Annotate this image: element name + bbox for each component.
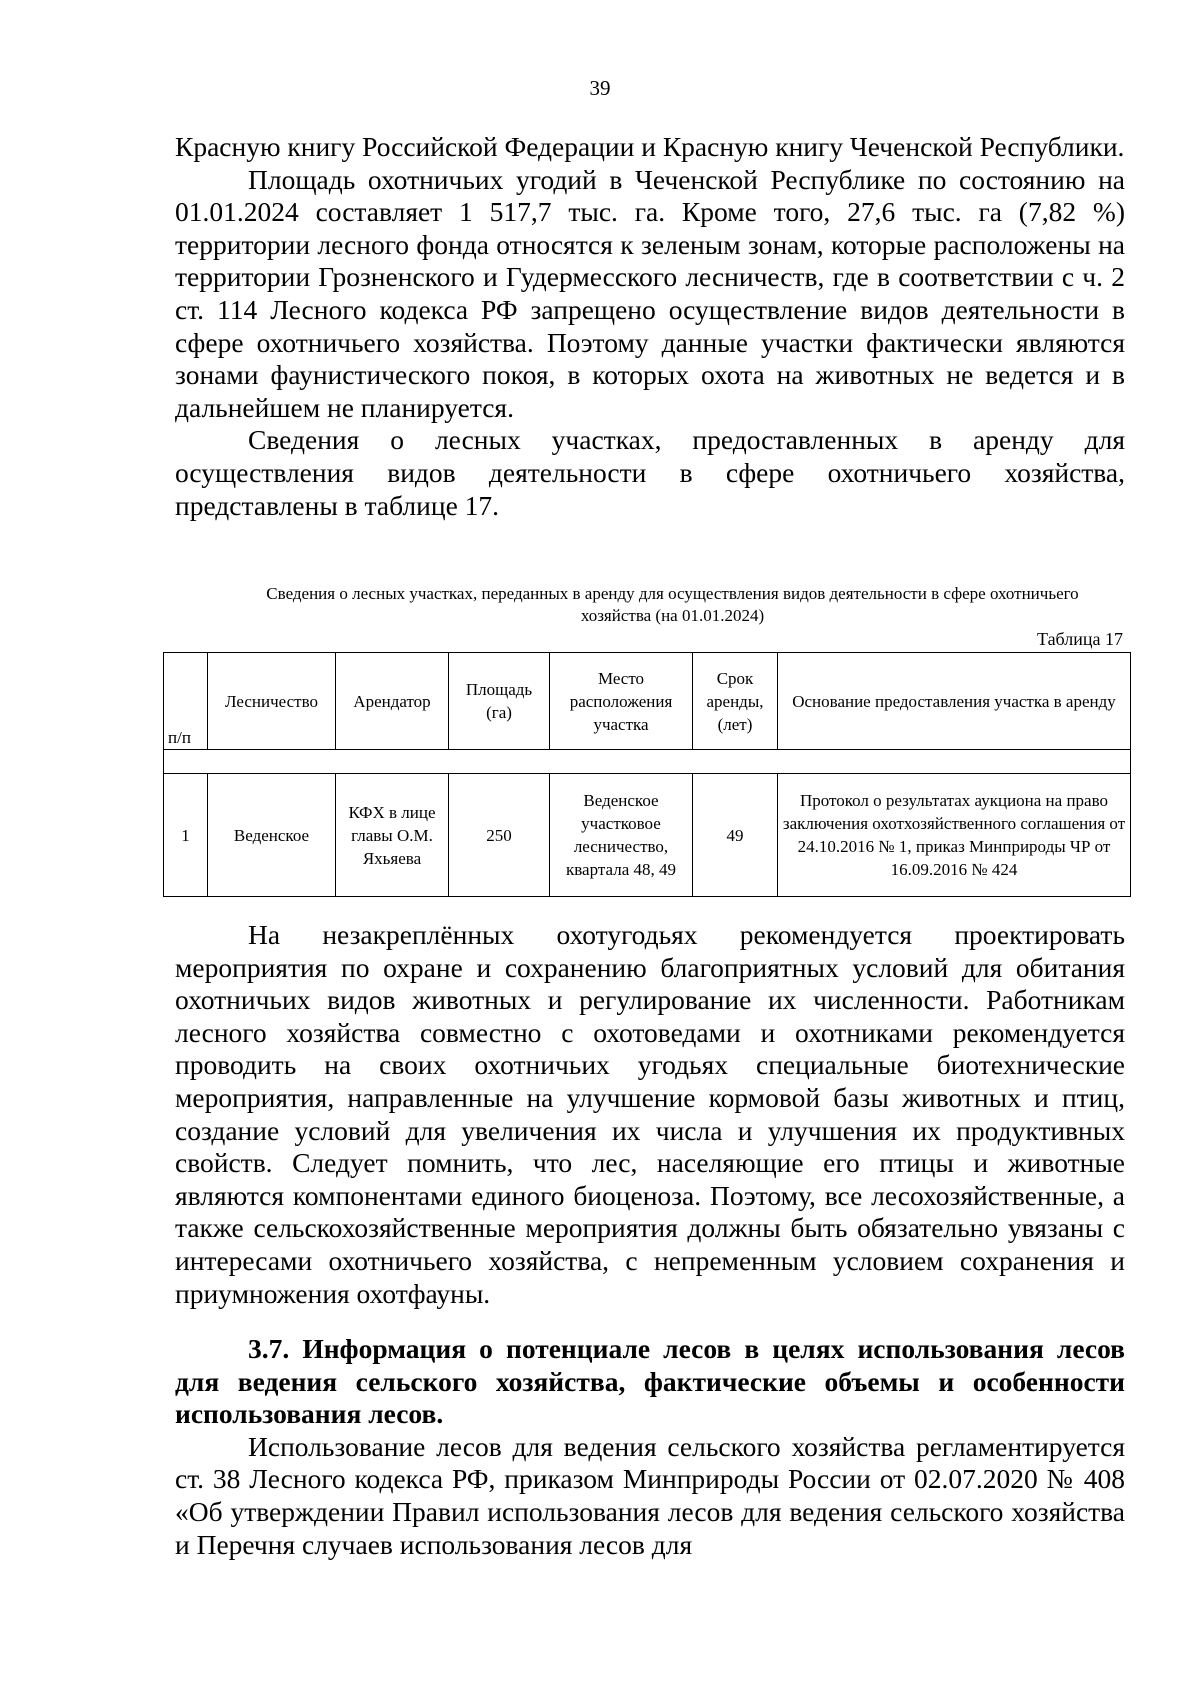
section-heading: 3.7. Информация о потенциале лесов в целях использования лесов для ведения сельского хозяйства, фактические объемы и особенности использования лесов. [175,1333,1125,1430]
table-cell: Веденское [208,774,336,897]
table-cell: 1 [164,774,208,897]
spacer-cell [164,750,1131,774]
header-cell: Лесничество [208,653,336,750]
paragraph: Красную книгу Российской Федерации и Красную книгу Чеченской Республики. [175,131,1125,162]
header-cell: Арендатор [336,653,449,750]
paragraph: Площадь охотничьих угодий в Чеченской Республике по состоянию на 01.01.2024 составляет 1 517,7 тыс. га. Кроме того, 27,6 тыс. га (7,82 %) территории лесного фонда относятся к зеленым зонам, которые расположены на территории Грозненского и Гудермесского лесничеств, где в соответствии с ч. 2 ст. 114 Лесного кодекса РФ запрещено осуществление видов деятельности в сфере охотничьего хозяйства. Поэтому данные участки фактически являются зонами фаунистического покоя, в которых охота на животных не ведется и в дальнейшем не планируется. [175,163,1125,423]
table-cell: КФХ в лице главы О.М. Яхьяева [336,774,449,897]
paragraph: Сведения о лесных участках, предоставленных в аренду для осуществления видов деятельности в сфере охотничьего хозяйства, представлены в таблице 17. [175,424,1125,521]
header-cell: Основание предоставления участка в аренду [778,653,1131,750]
header-cell: п/п [164,653,208,750]
header-cell: Площадь (га) [449,653,550,750]
table-spacer-row [164,750,1131,774]
text-block-top [175,131,1125,522]
text-block-middle [175,919,1125,1310]
table-caption: Сведения о лесных участках, переданных в аренду для осуществления видов деятельности в сфере охотничьего хозяйства (на 01.01.2024) [266,584,1079,625]
lease-table [163,652,1131,897]
table-cell: 49 [693,774,778,897]
text-block-bottom [175,1333,1125,1561]
table-row [164,774,1131,897]
header-cell: Срок аренды, (лет) [693,653,778,750]
table-cell: Протокол о результатах аукциона на право заключения охотхозяйственного соглашения от 24.10.2016 № 1, приказ Минприроды ЧР от 16.09.2016 № 424 [778,774,1131,897]
page-number: 39 [589,76,611,100]
table-cell: 250 [449,774,550,897]
table-header-row [164,653,1131,750]
paragraph: Использование лесов для ведения сельского хозяйства регламентируется ст. 38 Лесного кодекса РФ, приказом Минприроды России от 02.07.2020 № 408 «Об утверждении Правил использования лесов для ведения сельского хозяйства и Перечня случаев использования лесов для [175,1430,1125,1560]
table-label: Таблица 17 [1037,629,1123,649]
paragraph: На незакреплённых охотугодьях рекомендуется проектировать мероприятия по охране и сохранению благоприятных условий для обитания охотничьих видов животных и регулирование их численности. Работникам лесного хозяйства совместно с охотоведами и охотниками рекомендуется проводить на своих охотничьих угодьях специальные биотехнические мероприятия, направленные на улучшение кормовой базы животных и птиц, создание условий для увеличения их числа и улучшения их продуктивных свойств. Следует помнить, что лес, населяющие его птицы и животные являются компонентами единого биоценоза. Поэтому, все лесохозяйственные, а также сельскохозяйственные мероприятия должны быть обязательно увязаны с интересами охотничьего хозяйства, с непременным условием сохранения и приумножения охотфауны. [175,919,1125,1309]
table-cell: Веденское участковое лесничество, квартала 48, 49 [550,774,693,897]
header-cell: Место расположения участка [550,653,693,750]
